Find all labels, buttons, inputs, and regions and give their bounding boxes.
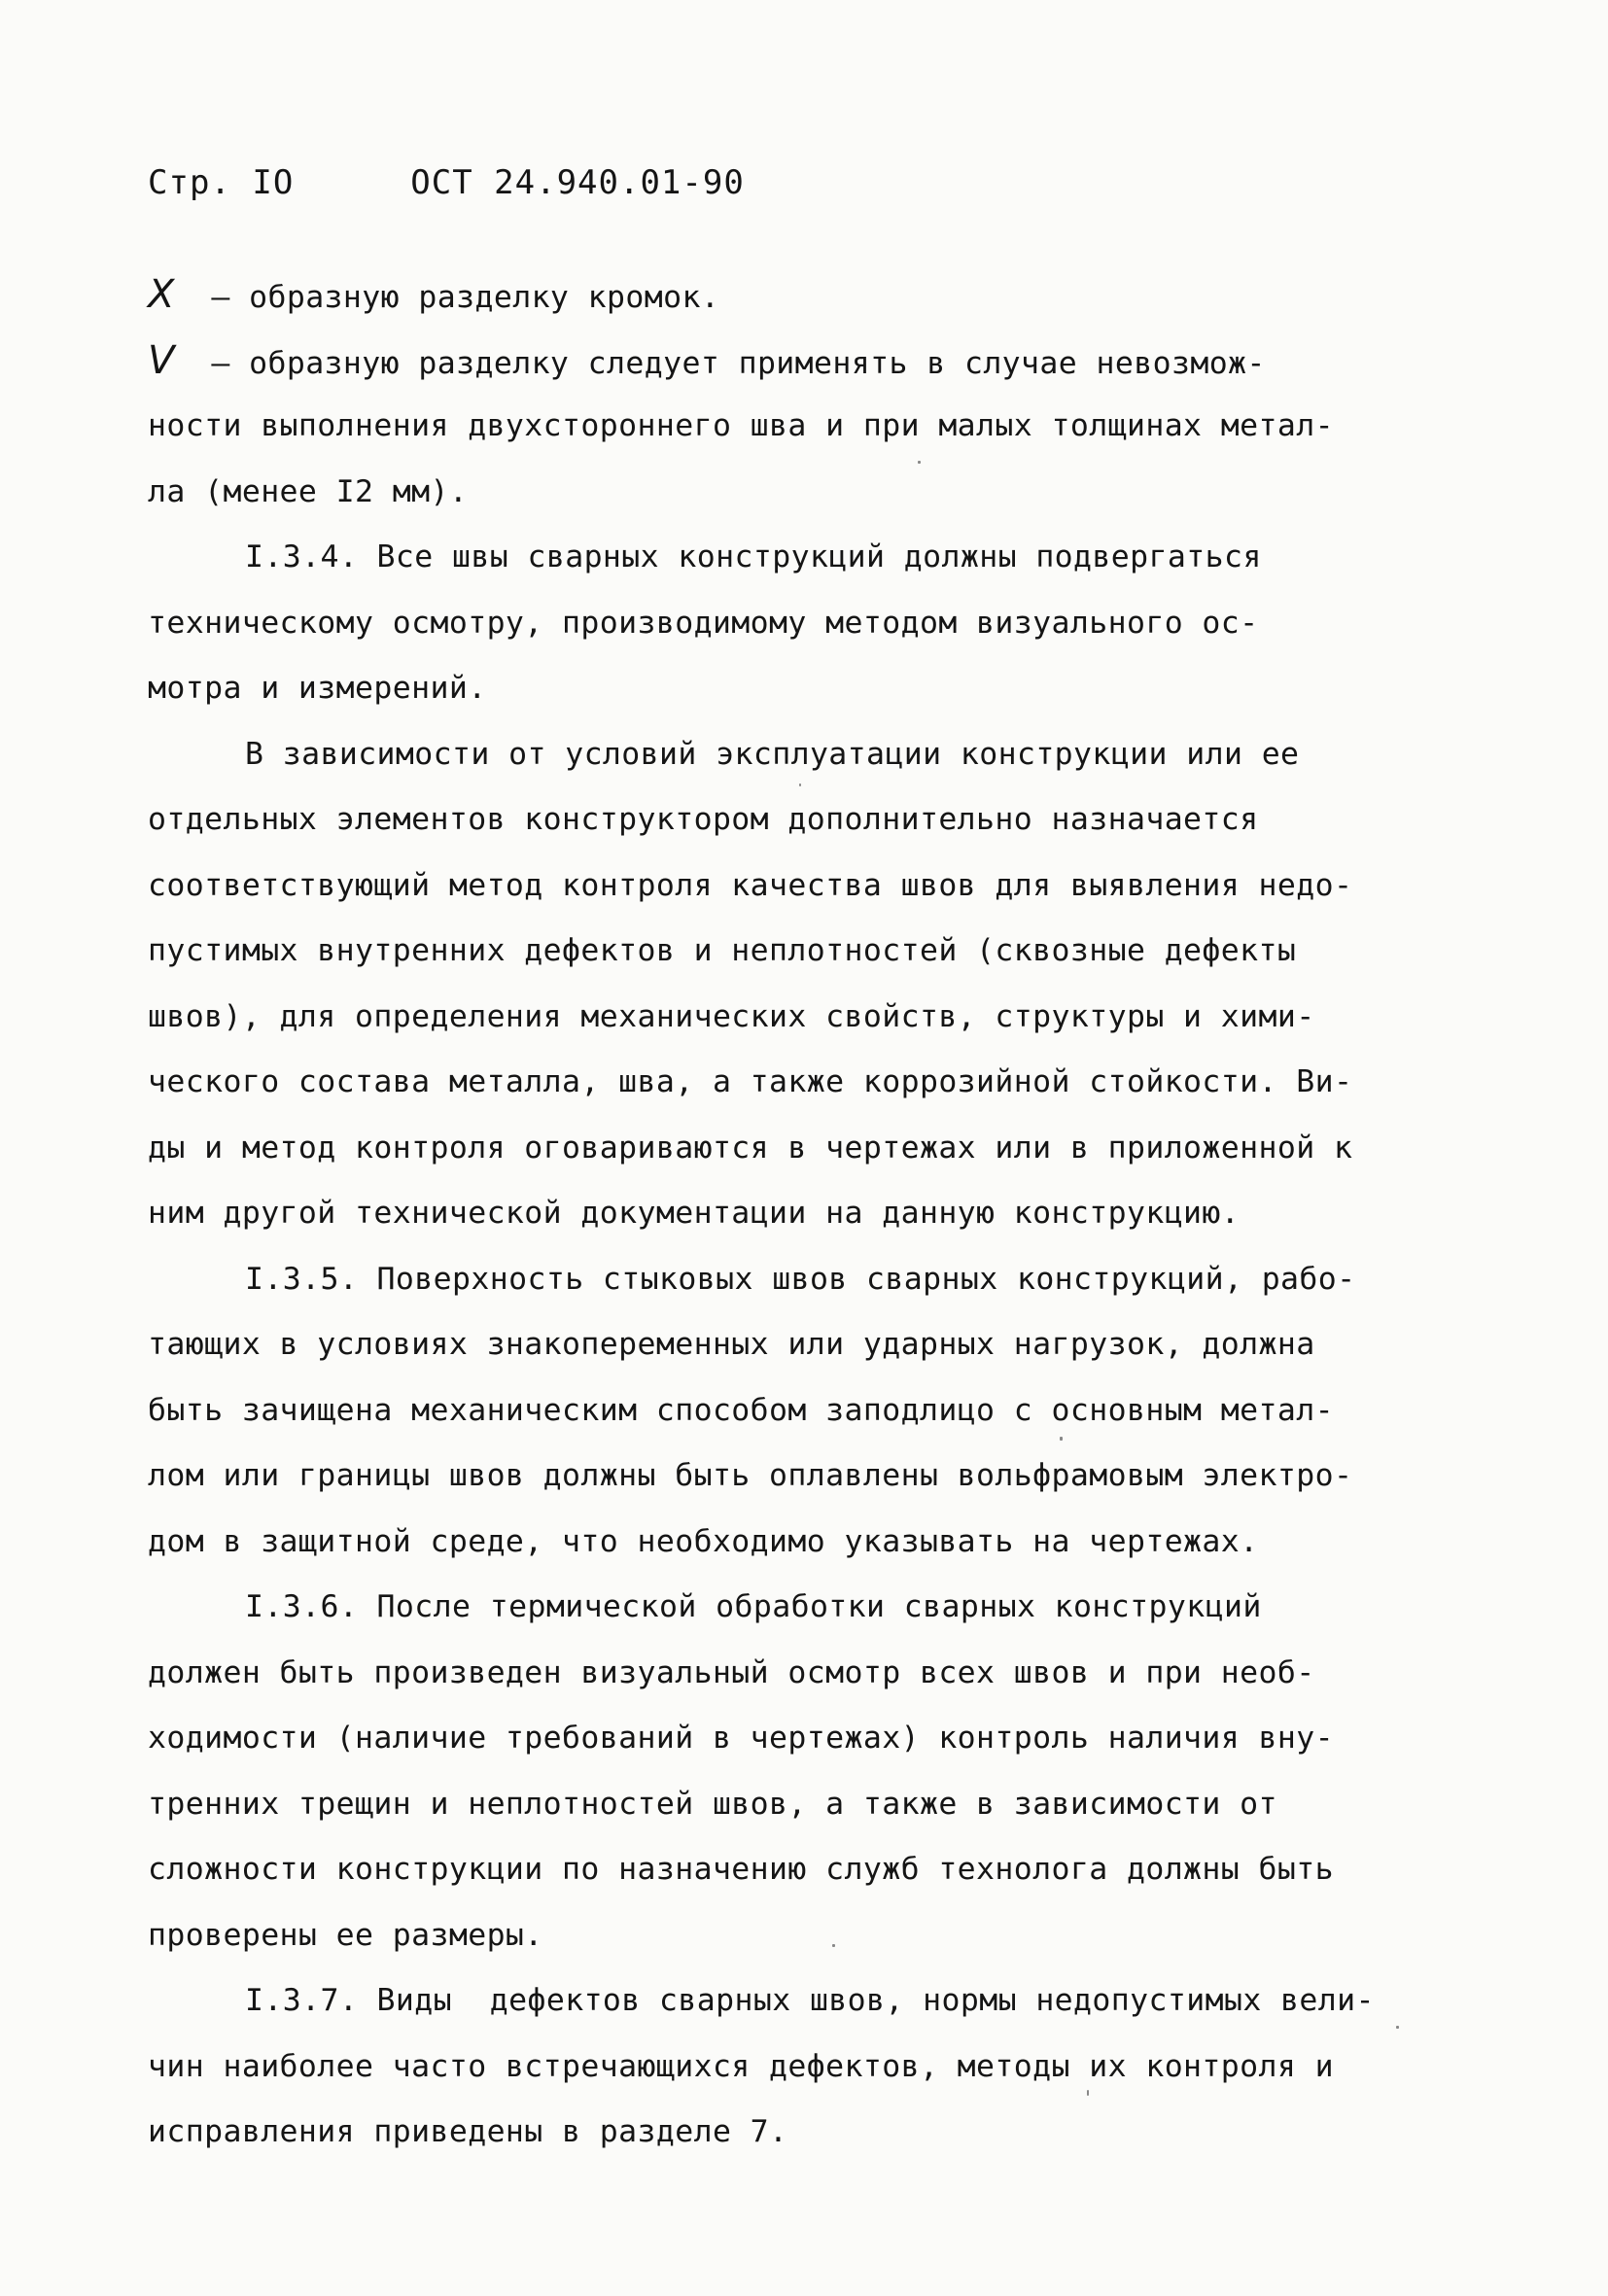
- text-line: ходимости (наличие требований в чертежах) контроль наличия вну-: [148, 1721, 1334, 1756]
- scan-speck: [799, 783, 801, 786]
- text-line: ним другой технической документации на данную конструкцию.: [148, 1196, 1241, 1231]
- text-line: лом или границы швов должны быть оплавлены вольфрамовым электро-: [148, 1458, 1353, 1493]
- line-text: – образную разделку следует применять в случае невозмож-: [192, 345, 1266, 381]
- text-line: отдельных элементов конструктором дополнительно назначается: [148, 802, 1259, 837]
- text-line: быть зачищена механическим способом заподлицо с основным метал-: [148, 1392, 1334, 1428]
- document-body: [148, 262, 1489, 2166]
- text-line: [148, 329, 1489, 395]
- text-line: мотра и измерений.: [148, 671, 487, 706]
- text-line: ности выполнения двухстороннего шва и при малых толщинах метал-: [148, 408, 1334, 443]
- document-code: ОСТ 24.940.01-90: [410, 163, 745, 202]
- handwritten-mark: V: [148, 337, 175, 383]
- text-line: исправления приведены в разделе 7.: [148, 2114, 788, 2149]
- text-line: швов), для определения механических свойств, структуры и хими-: [148, 998, 1315, 1034]
- text-line: [148, 262, 1489, 329]
- scan-speck: [1396, 2026, 1399, 2029]
- scan-speck: [832, 1944, 835, 1947]
- scan-speck: [918, 461, 921, 464]
- paragraph-1-3-5: I.3.5. Поверхность стыковых швов сварных конструкций, рабо-: [245, 1261, 1356, 1297]
- text-line: дом в защитной среде, что необходимо указывать на чертежах.: [148, 1523, 1259, 1559]
- text-line: чин наиболее часто встречающихся дефектов, методы их контроля и: [148, 2048, 1334, 2084]
- text-line: должен быть произведен визуальный осмотр всех швов и при необ-: [148, 1654, 1315, 1690]
- text-line: тающих в условиях знакопеременных или ударных нагрузок, должна: [148, 1327, 1315, 1362]
- paragraph-1-3-4: I.3.4. Все швы сварных конструкций должны подвергаться: [245, 539, 1262, 574]
- page-header: [148, 163, 745, 202]
- text-line: ческого состава металла, шва, а также коррозийной стойкости. Ви-: [148, 1064, 1353, 1099]
- text-line: соответствующий метод контроля качества швов для выявления недо-: [148, 867, 1353, 903]
- scan-speck: [1060, 1437, 1063, 1441]
- text-line: пустимых внутренних дефектов и неплотностей (сквозные дефекты: [148, 933, 1297, 968]
- scan-speck: [1087, 2090, 1089, 2096]
- handwritten-mark: X: [148, 272, 175, 317]
- text-line: тренних трещин и неплотностей швов, а также в зависимости от: [148, 1786, 1277, 1822]
- page-number: Стр. IО: [148, 163, 295, 202]
- text-line: ды и метод контроля оговариваются в чертежах или в приложенной к: [148, 1130, 1353, 1165]
- text-line: техническому осмотру, производимому методом визуального ос-: [148, 605, 1259, 641]
- text-line: сложности конструкции по назначению служб технолога должны быть: [148, 1852, 1334, 1887]
- paragraph-1-3-7: I.3.7. Виды дефектов сварных швов, нормы недопустимых вели-: [245, 1983, 1375, 2018]
- line-text: – образную разделку кромок.: [192, 280, 720, 315]
- paragraph-start: В зависимости от условий эксплуатации конструкции или ее: [245, 736, 1300, 772]
- paragraph-1-3-6: I.3.6. После термической обработки сварных конструкций: [245, 1589, 1262, 1624]
- text-line: проверены ее размеры.: [148, 1917, 543, 1953]
- text-line: ла (менее I2 мм).: [148, 473, 469, 509]
